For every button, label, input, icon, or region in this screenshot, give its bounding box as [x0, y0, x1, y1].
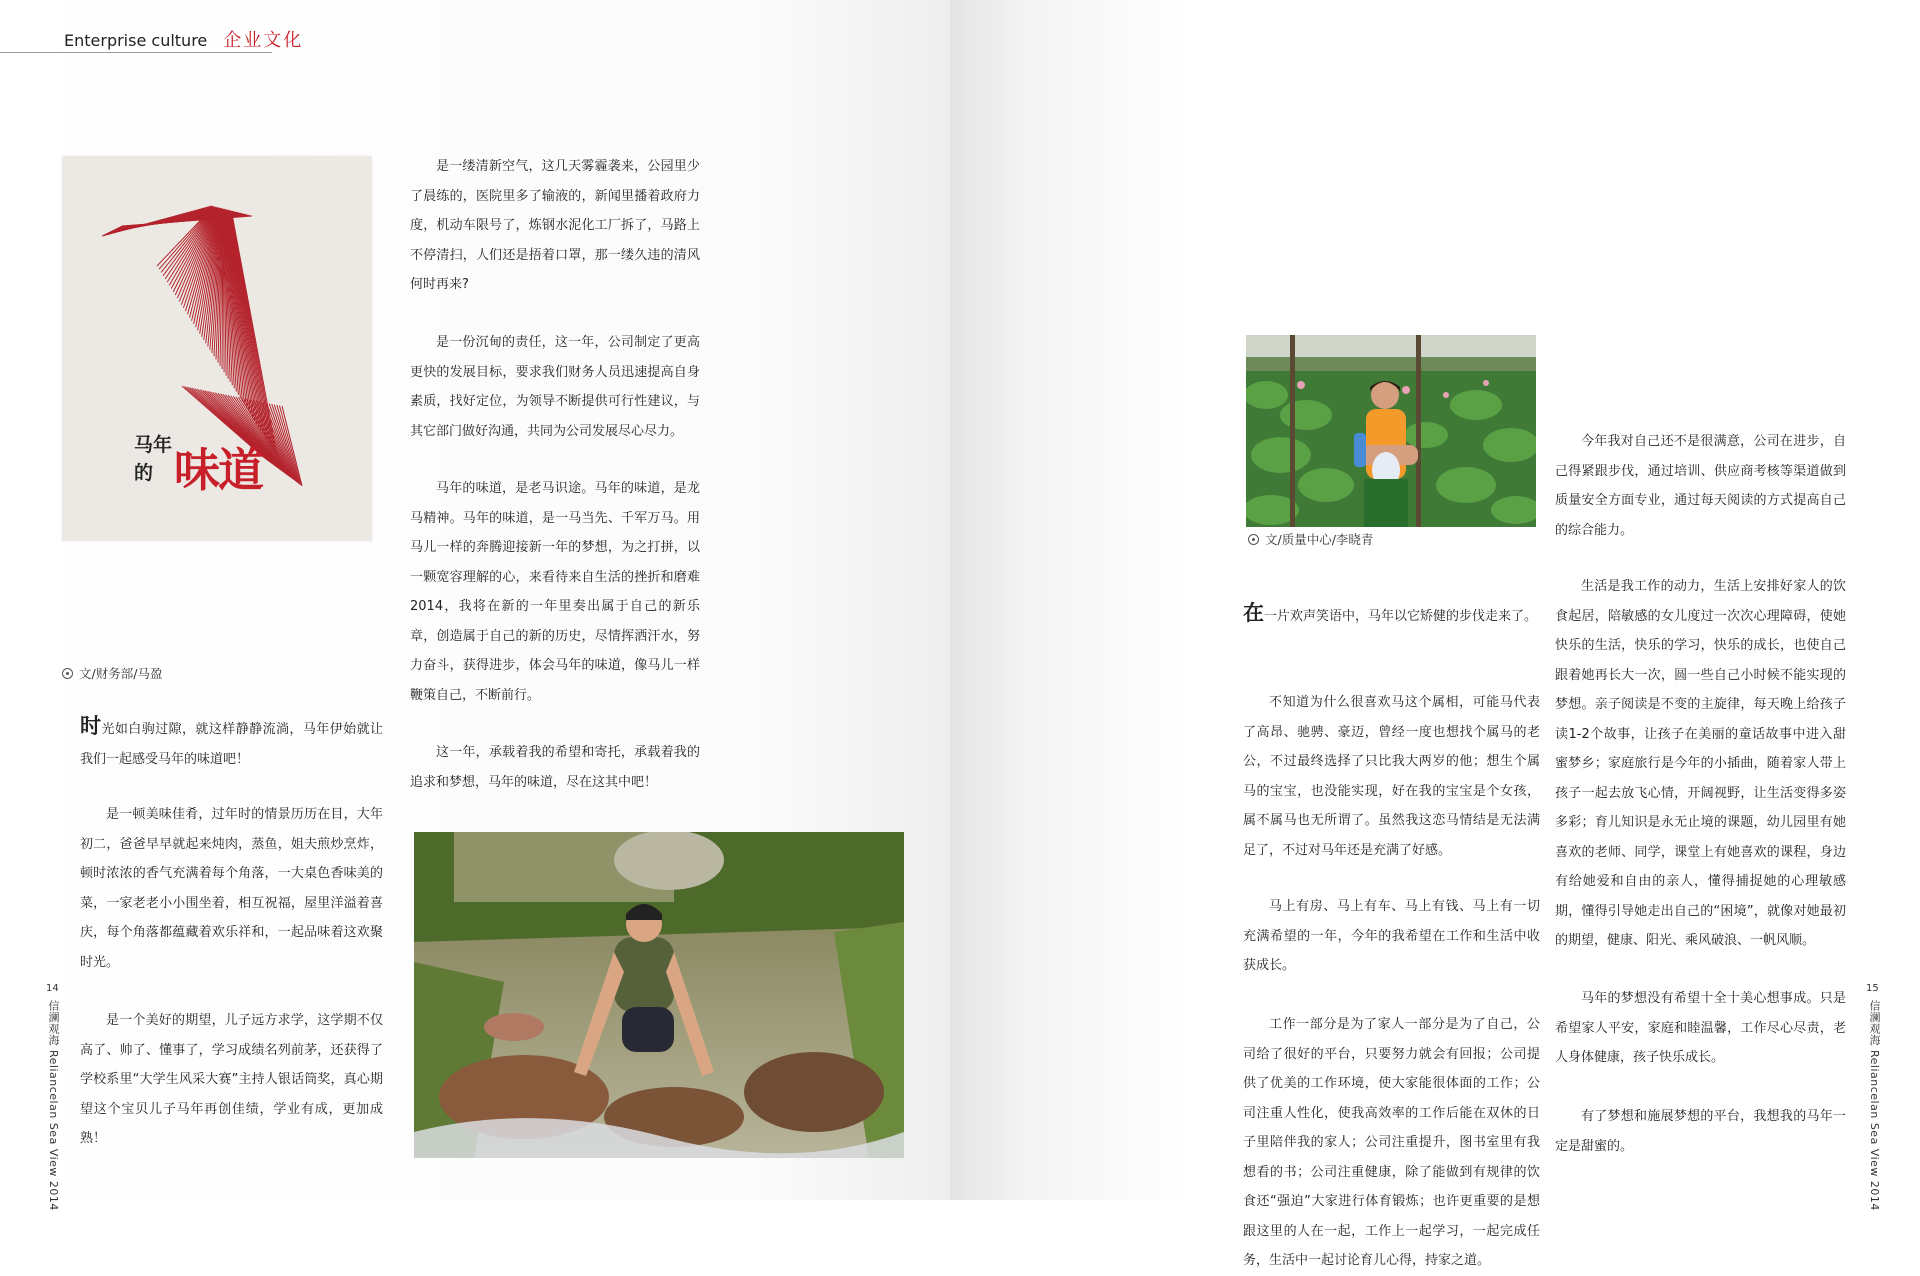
right-intro-paragraph: 在一片欢声笑语中，马年以它矫健的步伐走来了。 — [1243, 601, 1538, 625]
left-intro-paragraph: 时光如白驹过隙，就这样静静流淌，马年伊始就让我们一起感受马年的味道吧！ — [80, 714, 383, 767]
poster-title-line1: 马年 — [134, 434, 173, 456]
stream-photo-illustration — [414, 832, 904, 1158]
right-paragraph-zodiac: 不知道为什么很喜欢马这个属相，可能马代表了高昂、驰骋、豪迈，曾经一度也想找个属马的老公，不过最终选择了只比我大两岁的他；想生个属马的宝宝，也没能实现，好在我的宝宝是个女孩，属不属马也无所谓了。虽然我这恋马情结是无法满足了，不过对马年还是充满了好感。 — [1243, 695, 1540, 858]
right-dropcap: 在 — [1243, 601, 1264, 625]
stream-photo — [414, 832, 904, 1158]
bullet-circle-icon — [1248, 534, 1259, 545]
poster-title-line2: 的 — [134, 462, 154, 484]
left-paragraph-old-horse: 马年的味道，是老马识途。马年的味道，是龙马精神。马年的味道，是一马当先、千军万马。用马儿一样的奔腾迎接新一年的梦想，为之打拼，以一颗宽容理解的心，来看待来自生活的挫折和磨难2014，我将在新的一年里奏出属于自己的新乐章，创造属于自己的新的历史，尽情挥洒汗水，努力奋斗，获得进步，体会马年的味道，像马儿一样鞭策自己，不断前行。 — [410, 481, 700, 703]
right-folio-text: 信澜观海 Reliancelan Sea View 2014 — [1868, 1000, 1881, 1211]
left-paragraph-duty: 是一份沉甸的责任，这一年，公司制定了更高更快的发展目标，要求我们财务人员迅速提高自身素质，找好定位，为领导不断提供可行性建议，与其它部门做好沟通，共同为公司发展尽心尽力。 — [410, 335, 700, 439]
left-paragraph-hope: 是一个美好的期望，儿子远方求学，这学期不仅高了、帅了、懂事了，学习成绩名列前茅，还获得了学校系里“大学生风采大赛”主持人银话筒奖，真心期望这个宝贝儿子马年再创佳绩，学业有成，更加成熟！ — [80, 1013, 383, 1146]
right-paragraph-sweet: 有了梦想和施展梦想的平台，我想我的马年一定是甜蜜的。 — [1555, 1109, 1846, 1154]
left-byline — [62, 664, 162, 682]
right-paragraph-life: 生活是我工作的动力，生活上安排好家人的饮食起居，陪敏感的女儿度过一次次心理障碍，使她快乐的生活，快乐的学习，快乐的成长，也使自己跟着她再长大一次，圆一些自己小时候不能实现的梦想。亲子阅读是不变的主旋律，每天晚上给孩子读1-2个故事，让孩子在美丽的童话故事中进入甜蜜梦乡；家庭旅行是今年的小插曲，随着家人带上孩子一起去放飞心情，开阔视野，让生活变得多姿多彩；育儿知识是永无止境的课题，幼儿园里有她喜欢的老师、同学，课堂上有她喜欢的课程，身边有给她爱和自由的亲人，懂得捕捉她的心理敏感期，懂得引导她走出自己的“困境”，就像对她最初的期望，健康、阳光、乘风破浪、一帆风顺。 — [1555, 579, 1846, 948]
left-folio-text: 信澜观海 Reliancelan Sea View 2014 — [47, 1000, 60, 1211]
left-dropcap: 时 — [80, 714, 102, 738]
lotus-photo-illustration — [1246, 335, 1536, 527]
section-header — [64, 26, 303, 52]
left-byline-text: 文/财务部/马盈 — [79, 666, 163, 681]
right-paragraph-work: 工作一部分是为了家人一部分是为了自己，公司给了很好的平台，只要努力就会有回报；公司提供了优美的工作环境，使大家能很体面的工作；公司注重人性化，使我高效率的工作后能在双休的日子里陪伴我的家人；公司注重提升，图书室里有我想看的书；公司注重健康，除了能做到有规律的饮食还“强迫”大家进行体育锻炼；也许更重要的是想跟这里的人在一起，工作上一起学习，一起完成任务，生活中一起讨论育儿心得，持家之道。 — [1243, 1017, 1540, 1268]
lotus-photo — [1246, 335, 1536, 527]
left-paragraph-taste: 是一顿美味佳肴，过年时的情景历历在目，大年初二，爸爸早早就起来炖肉，蒸鱼，姐夫煎炒烹炸，顿时浓浓的香气充满着每个角落，一大桌色香味美的菜，一家老老小小围坐着，相互祝福，屋里洋溢着喜庆，每个角落都蕴藏着欢乐祥和，一起品味着这欢聚时光。 — [80, 807, 383, 970]
right-paragraph-self: 今年我对自己还不是很满意，公司在进步，自己得紧跟步伐，通过培训、供应商考核等渠道做到质量安全方面专业，通过每天阅读的方式提高自己的综合能力。 — [1555, 434, 1846, 538]
right-page-number: 15 — [1866, 983, 1879, 994]
left-paragraph-air: 是一缕清新空气，这几天雾霾袭来，公园里少了晨练的，医院里多了输液的，新闻里播着政府力度，机动车限号了，炼钢水泥化工厂拆了，马路上不停清扫，人们还是捂着口罩，那一缕久违的清风何时再来? — [410, 159, 700, 292]
right-byline-text: 文/质量中心/李晓青 — [1265, 532, 1374, 547]
bullet-circle-icon — [62, 668, 73, 679]
poster-image — [62, 156, 372, 541]
left-paragraph-year: 这一年，承载着我的希望和寄托，承载着我的追求和梦想，马年的味道，尽在这其中吧！ — [410, 745, 700, 790]
left-page-number: 14 — [46, 983, 59, 994]
header-rule — [0, 52, 272, 53]
poster-title-highlight: 味道 — [174, 443, 262, 497]
right-paragraph-dream: 马年的梦想没有希望十全十美心想事成。只是希望家人平安，家庭和睦温馨，工作尽心尽责，老人身体健康，孩子快乐成长。 — [1555, 991, 1846, 1065]
right-byline — [1248, 530, 1373, 548]
section-title-en: Enterprise culture — [64, 31, 208, 50]
section-title-cn: 企业文化 — [223, 30, 304, 51]
right-paragraph-everything: 马上有房、马上有车、马上有钱、马上有一切充满希望的一年，今年的我希望在工作和生活中收获成长。 — [1243, 899, 1540, 973]
